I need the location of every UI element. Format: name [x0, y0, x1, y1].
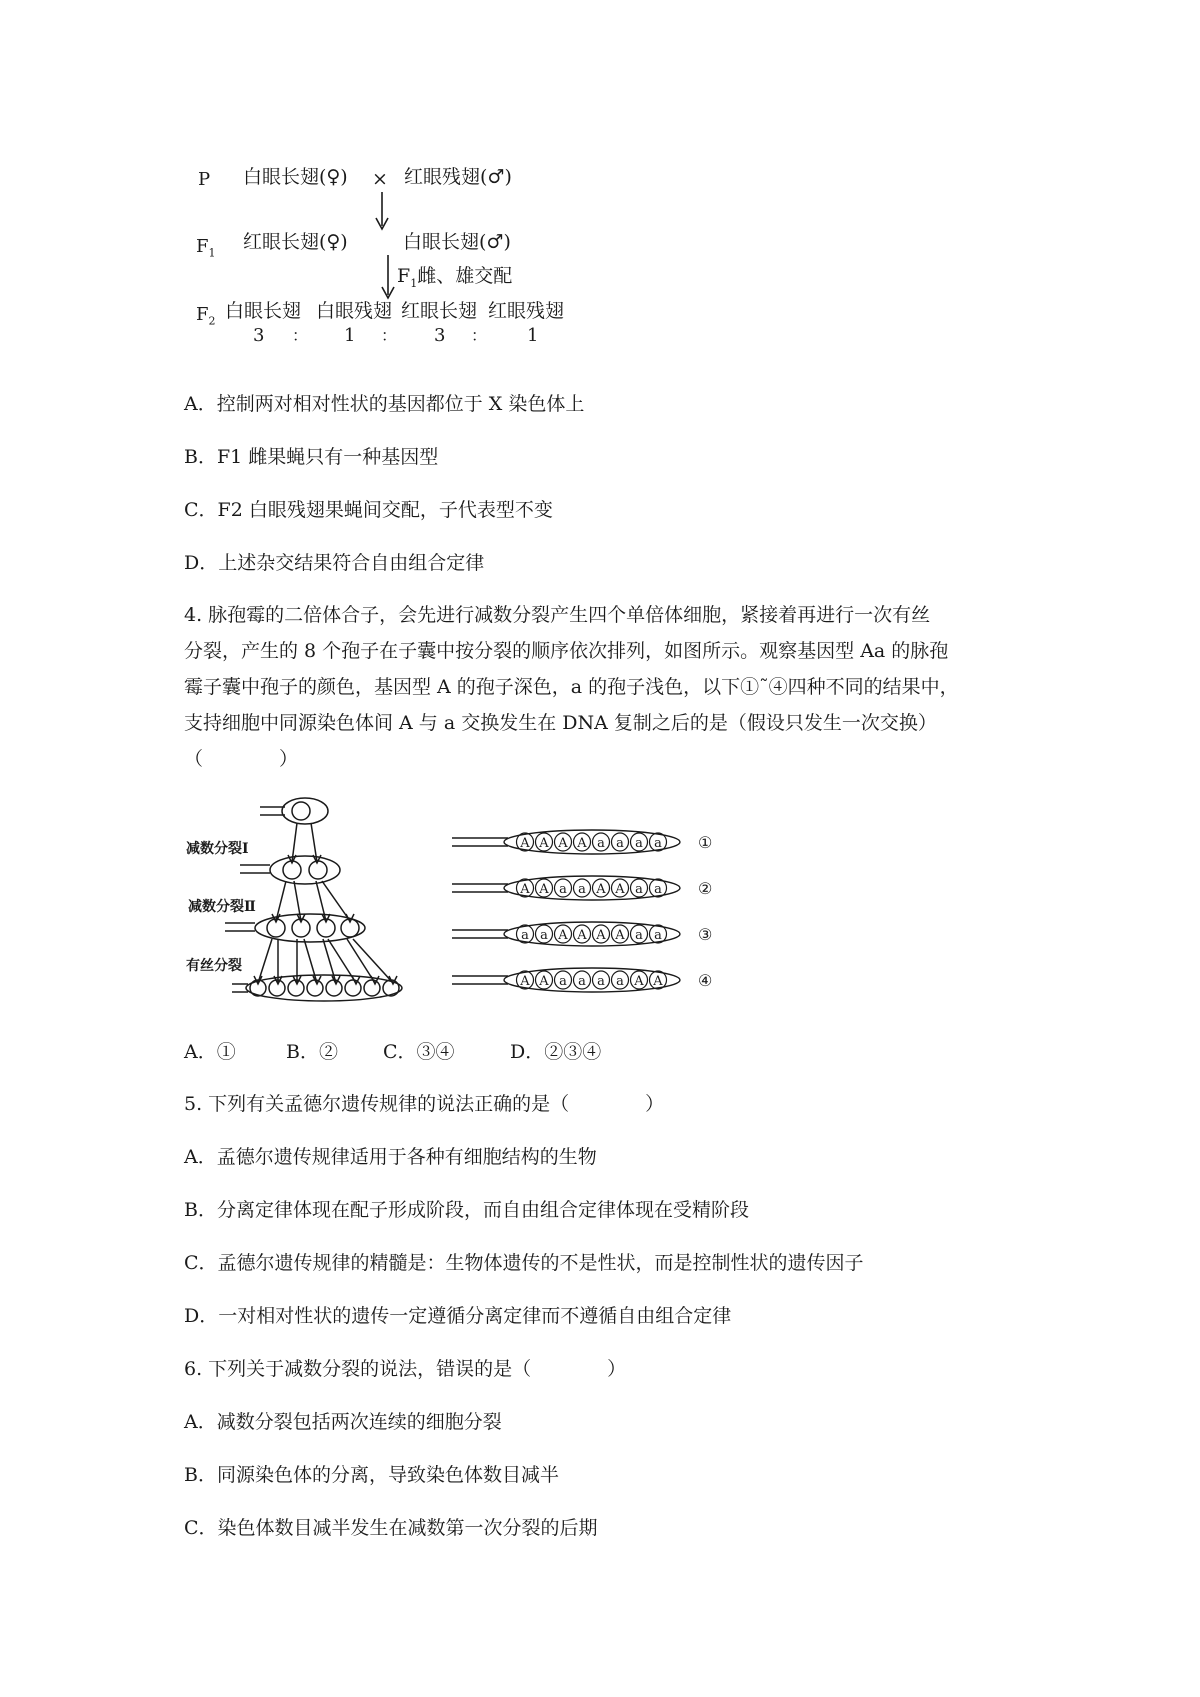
q4-option-b: B．② [286, 1041, 338, 1063]
spore-label: A [558, 836, 568, 851]
spore-label: a [616, 836, 624, 851]
q3-option-b: B．F1 雌果蝇只有一种基因型 [184, 446, 439, 468]
arrow-down-icon [378, 253, 398, 301]
q5-option-d: D．一对相对性状的遗传一定遵循分离定律而不遵循自由组合定律 [184, 1305, 732, 1327]
ratio-3: 3 [434, 325, 446, 346]
q4-stem-line-3: 霉子囊中孢子的颜色，基因型 A 的孢子深色，a 的孢子浅色，以下①˜④四种不同的结果中， [184, 676, 959, 698]
asci-results [450, 820, 720, 1010]
f2-phenotype-1: 白眼长翅 [225, 300, 302, 322]
ascus-number: ③ [698, 925, 713, 944]
ratio-colon: ： [292, 326, 309, 345]
f2-phenotype-4: 红眼残翅 [488, 300, 565, 322]
spore-label: a [635, 928, 643, 943]
q6-option-a: A．减数分裂包括两次连续的细胞分裂 [184, 1411, 502, 1433]
ascus-number: ① [698, 833, 713, 852]
spore-label: a [521, 928, 529, 943]
ratio-colon: ： [381, 326, 398, 345]
q4-stem-line-1: 4. 脉孢霉的二倍体合子，会先进行减数分裂产生四个单倍体细胞，紧接着再进行一次有丝 [184, 604, 931, 626]
ascus-row [452, 830, 712, 854]
q6-stem: 6. 下列关于减数分裂的说法，错误的是（ ） [184, 1358, 627, 1380]
q3-option-a: A．控制两对相对性状的基因都位于 X 染色体上 [184, 393, 585, 415]
spore-label: a [597, 974, 605, 989]
spore-label: A [520, 882, 530, 897]
ratio-2: 1 [344, 325, 356, 346]
stage-label-mitosis: 有丝分裂 [186, 958, 242, 974]
spore-label: A [577, 928, 587, 943]
p-female: 白眼长翅(♀) [243, 166, 348, 188]
q4-option-c: C．③④ [383, 1041, 455, 1063]
spore-label: A [596, 928, 606, 943]
f2-phenotype-2: 白眼残翅 [316, 300, 393, 322]
spore-label: a [654, 928, 662, 943]
spore-label: A [539, 882, 549, 897]
spore-label: A [615, 928, 625, 943]
p-male: 红眼残翅(♂) [404, 166, 512, 188]
ascus-number: ④ [698, 971, 713, 990]
spore-label: a [559, 882, 567, 897]
ascus-row [452, 968, 712, 992]
spore-label: a [597, 836, 605, 851]
spore-label: A [558, 928, 568, 943]
q4-option-d: D．②③④ [510, 1041, 602, 1063]
f2-phenotype-3: 红眼长翅 [401, 300, 478, 322]
q4-option-a: A．① [184, 1041, 236, 1063]
times-sign: × [372, 168, 388, 190]
q4-stem-line-2: 分裂，产生的 8 个孢子在子囊中按分裂的顺序依次排列，如图所示。观察基因型 Aa 的脉孢 [184, 640, 949, 662]
spore-label: a [540, 928, 548, 943]
stage-label-meiosis-1: 减数分裂Ⅰ [186, 841, 249, 857]
f1-mating-note: $F_1$雌、雄交配 [397, 265, 513, 290]
f1-male: 白眼长翅(♂) [403, 231, 511, 253]
ascus-number: ② [698, 879, 713, 898]
spore-label: A [634, 974, 644, 989]
spore-label: A [615, 882, 625, 897]
spore-label: a [559, 974, 567, 989]
f1-label: $F_1$ [196, 236, 216, 260]
spore-label: a [635, 836, 643, 851]
q3-option-c: C．F2 白眼残翅果蝇间交配，子代表型不变 [184, 499, 553, 521]
spore-label: a [578, 882, 586, 897]
q5-option-c: C．孟德尔遗传规律的精髓是：生物体遗传的不是性状，而是控制性状的遗传因子 [184, 1252, 864, 1274]
spore-label: A [520, 974, 530, 989]
f1-female: 红眼长翅(♀) [243, 231, 348, 253]
arrow-down-icon [372, 190, 392, 232]
q4-stem-line-4: 支持细胞中同源染色体间 A 与 a 交换发生在 DNA 复制之后的是（假设只发生一次交换） [184, 712, 937, 734]
spore-label: A [596, 882, 606, 897]
spore-label: A [520, 836, 530, 851]
spore-label: a [654, 882, 662, 897]
spore-label: A [577, 836, 587, 851]
q6-option-b: B．同源染色体的分离，导致染色体数目减半 [184, 1464, 559, 1486]
q5-option-b: B．分离定律体现在配子形成阶段，而自由组合定律体现在受精阶段 [184, 1199, 749, 1221]
ratio-colon: ： [471, 326, 488, 345]
q6-option-c: C．染色体数目减半发生在减数第一次分裂的后期 [184, 1517, 598, 1539]
stage-label-meiosis-2: 减数分裂Ⅱ [188, 899, 256, 915]
q3-option-d: D．上述杂交结果符合自由组合定律 [184, 552, 485, 574]
q5-option-a: A．孟德尔遗传规律适用于各种有细胞结构的生物 [184, 1146, 597, 1168]
spore-label: a [616, 974, 624, 989]
p-label: P [198, 169, 211, 190]
spore-label: a [635, 882, 643, 897]
spore-label: a [578, 974, 586, 989]
q5-stem: 5. 下列有关孟德尔遗传规律的说法正确的是（ ） [184, 1093, 665, 1115]
ascus-row [452, 922, 712, 946]
ratio-1: 3 [253, 325, 265, 346]
spore-label: A [539, 836, 549, 851]
f2-label: $F_2$ [196, 304, 216, 328]
spore-label: A [539, 974, 549, 989]
spore-label: A [653, 974, 663, 989]
q4-stem-line-5: （ ） [184, 748, 299, 770]
asci-svg [450, 820, 720, 1010]
ascus-row [452, 876, 712, 900]
ratio-4: 1 [527, 325, 539, 346]
spore-label: a [654, 836, 662, 851]
